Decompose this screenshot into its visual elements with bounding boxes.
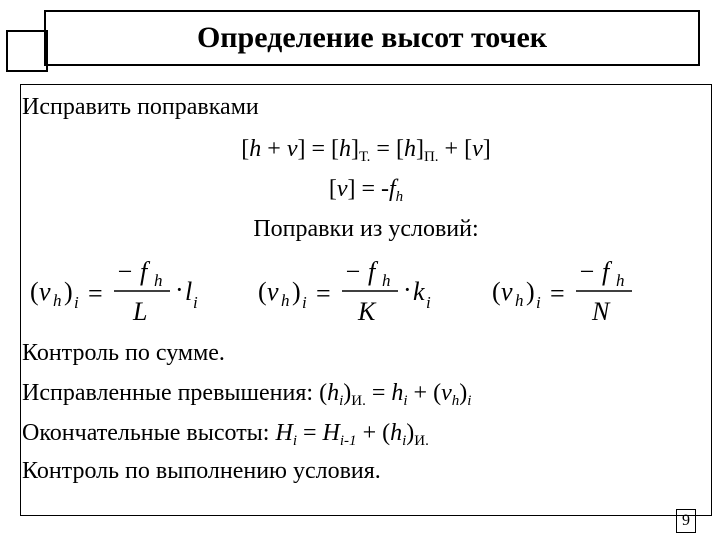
svg-text:− f: − f	[578, 258, 610, 286]
sum-check-text: Контроль по сумме.	[22, 340, 225, 366]
svg-text:=: =	[316, 279, 331, 308]
corner-square-decoration	[6, 30, 48, 72]
svg-text:(: (	[30, 277, 39, 306]
svg-text:·: ·	[403, 275, 412, 304]
svg-text:− f: − f	[344, 258, 376, 286]
svg-text:(: (	[492, 277, 501, 306]
svg-text:i: i	[302, 293, 307, 312]
intro-text: Исправить поправками	[22, 94, 259, 120]
slide-title-bar	[44, 10, 700, 66]
svg-text:i: i	[536, 293, 541, 312]
svg-text:·: ·	[175, 275, 184, 304]
svg-text:h: h	[53, 291, 62, 310]
svg-text:(: (	[258, 277, 267, 306]
svg-text:i: i	[74, 293, 79, 312]
svg-text:i: i	[426, 293, 431, 312]
svg-text:h: h	[154, 271, 163, 290]
final-heights-line: Окончательные высоты: $H_i = H_{i-1} + (h_i)_{И.}$	[22, 420, 429, 449]
corrected-elevations-line: Исправленные превышения: $(h_i)_{И.} = h_i + (v_h)_i$	[22, 380, 472, 409]
svg-text:i: i	[193, 293, 198, 312]
svg-text:h: h	[281, 291, 290, 310]
svg-text:=: =	[88, 279, 103, 308]
svg-text:v: v	[267, 277, 279, 306]
svg-text:N: N	[592, 297, 610, 326]
equation-misclosure: $[v] = -f_h$	[328, 176, 404, 205]
svg-text:h: h	[515, 291, 524, 310]
svg-text:K: K	[358, 297, 376, 326]
equation-corrections: $[h + v] = [h]_{Т.} = [h]_{П.} + [v]$	[241, 136, 491, 165]
svg-text:− f: − f	[116, 258, 148, 286]
svg-text:=: =	[550, 279, 565, 308]
svg-text:): )	[292, 277, 301, 306]
condition-check-text: Контроль по выполнению условия.	[22, 458, 381, 484]
svg-text:): )	[526, 277, 535, 306]
svg-text:h: h	[382, 271, 391, 290]
svg-text:v: v	[39, 277, 51, 306]
conditions-heading: Поправки из условий:	[253, 216, 479, 242]
svg-text:l: l	[185, 277, 193, 306]
svg-text:h: h	[616, 271, 625, 290]
page-number: 9	[676, 509, 696, 533]
svg-text:k: k	[413, 277, 425, 306]
slide-title: Определение высот точек	[196, 21, 548, 54]
svg-text:): )	[64, 277, 73, 306]
svg-text:v: v	[501, 277, 513, 306]
svg-text:L: L	[133, 297, 148, 326]
